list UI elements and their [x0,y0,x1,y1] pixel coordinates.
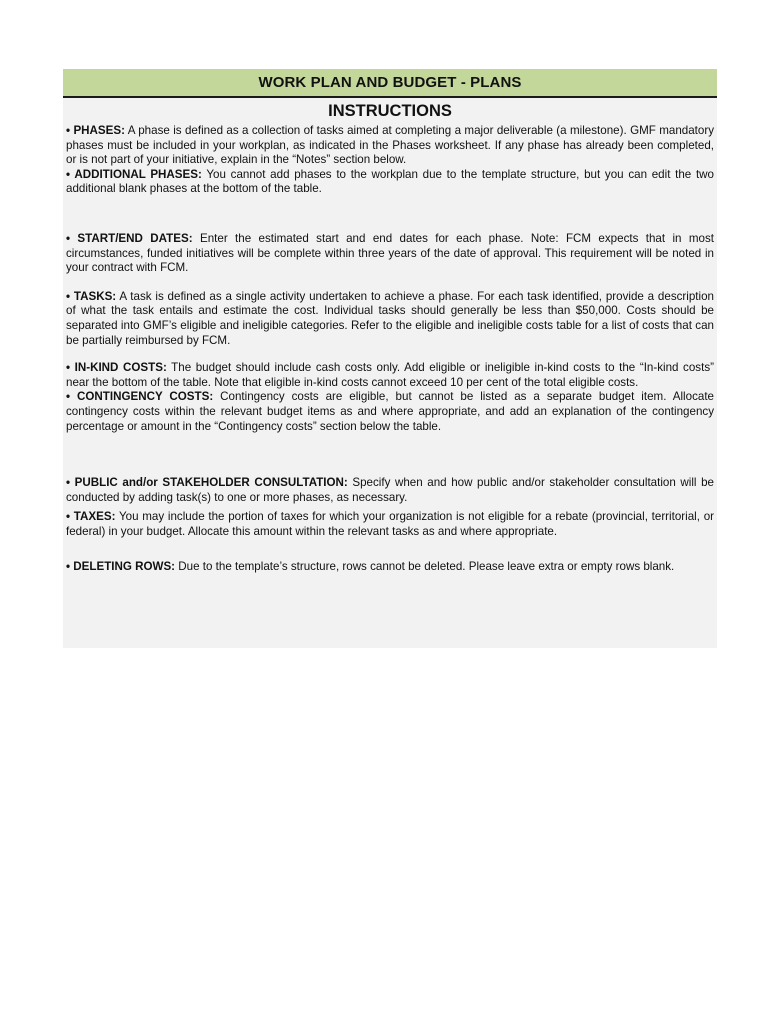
section-text: Contingency costs are eligible, but cannot be listed as a separate budget item. Allocate contingency costs within the relevant budget items as and where appropriate, and add an explanation of the contingency percentage or amount in the “Contingency costs” section below the table. [66,390,714,433]
section-label: • IN-KIND COSTS: [66,361,167,375]
section-start-end-dates [66,232,714,276]
section-tasks [66,290,714,348]
section-phases [66,124,714,168]
section-contingency-costs [66,390,714,434]
section-text: A phase is defined as a collection of tasks aimed at completing a major deliverable (a milestone). GMF mandatory phases must be included in your workplan, as indicated in the Phases worksheet. If any phase has already been completed, or is not part of your initiative, explain in the “Notes” section below. [66,124,714,167]
section-text: Enter the estimated start and end dates for each phase. Note: FCM expects that in most circumstances, funded initiatives will be complete within three years of the date of approval. This requirement will be noted in your contract with FCM. [66,231,714,275]
section-text: A task is defined as a single activity undertaken to achieve a phase. For each task identified, provide a description of what the task entails and estimate the cost. Individual tasks should generally be less than $50,000. Costs should be separated into GMF’s eligible and ineligible categories. Refer to the eligible and ineligible costs table for a list of costs that can be partially reimbursed by FCM. [66,289,714,347]
section-deleting-rows [66,560,714,575]
section-label: • PUBLIC and/or STAKEHOLDER CONSULTATION: [66,476,348,490]
section-label: • CONTINGENCY COSTS: [66,390,214,404]
section-taxes [66,510,714,539]
sheet-title: WORK PLAN AND BUDGET - PLANS [258,74,522,91]
sheet-title-bar [63,69,717,98]
section-label: • DELETING ROWS: [66,560,176,574]
section-text: Due to the template’s structure, rows cannot be deleted. Please leave extra or empty rows blank. [175,560,675,574]
section-label: • TAXES: [66,510,116,524]
section-text: Specify when and how public and/or stakeholder consultation will be conducted by adding task(s) to one or more phases, as necessary. [66,476,714,504]
section-text: The budget should include cash costs only. Add eligible or ineligible in-kind costs to the “In-kind costs” near the bottom of the table. Note that eligible in-kind costs cannot exceed 10 per cent of the total eligible costs. [66,361,714,389]
section-consultation [66,476,714,505]
section-label: • TASKS: [66,289,117,303]
section-additional-phases [66,168,714,197]
instructions-sheet [63,69,717,648]
section-text: You may include the portion of taxes for which your organization is not eligible for a rebate (provincial, territorial, or federal) in your budget. Allocate this amount within the relevant tasks as and where appropriate. [66,510,715,538]
section-text: You cannot add phases to the workplan due to the template structure, but you can edit the two additional blank phases at the bottom of the table. [66,167,714,196]
section-label: • PHASES: [66,124,125,137]
instructions-heading: INSTRUCTIONS [328,102,452,120]
section-label: • START/END DATES: [66,231,193,245]
instructions-body [63,98,717,648]
section-label: • ADDITIONAL PHASES: [66,167,202,181]
section-in-kind-costs [66,361,714,390]
